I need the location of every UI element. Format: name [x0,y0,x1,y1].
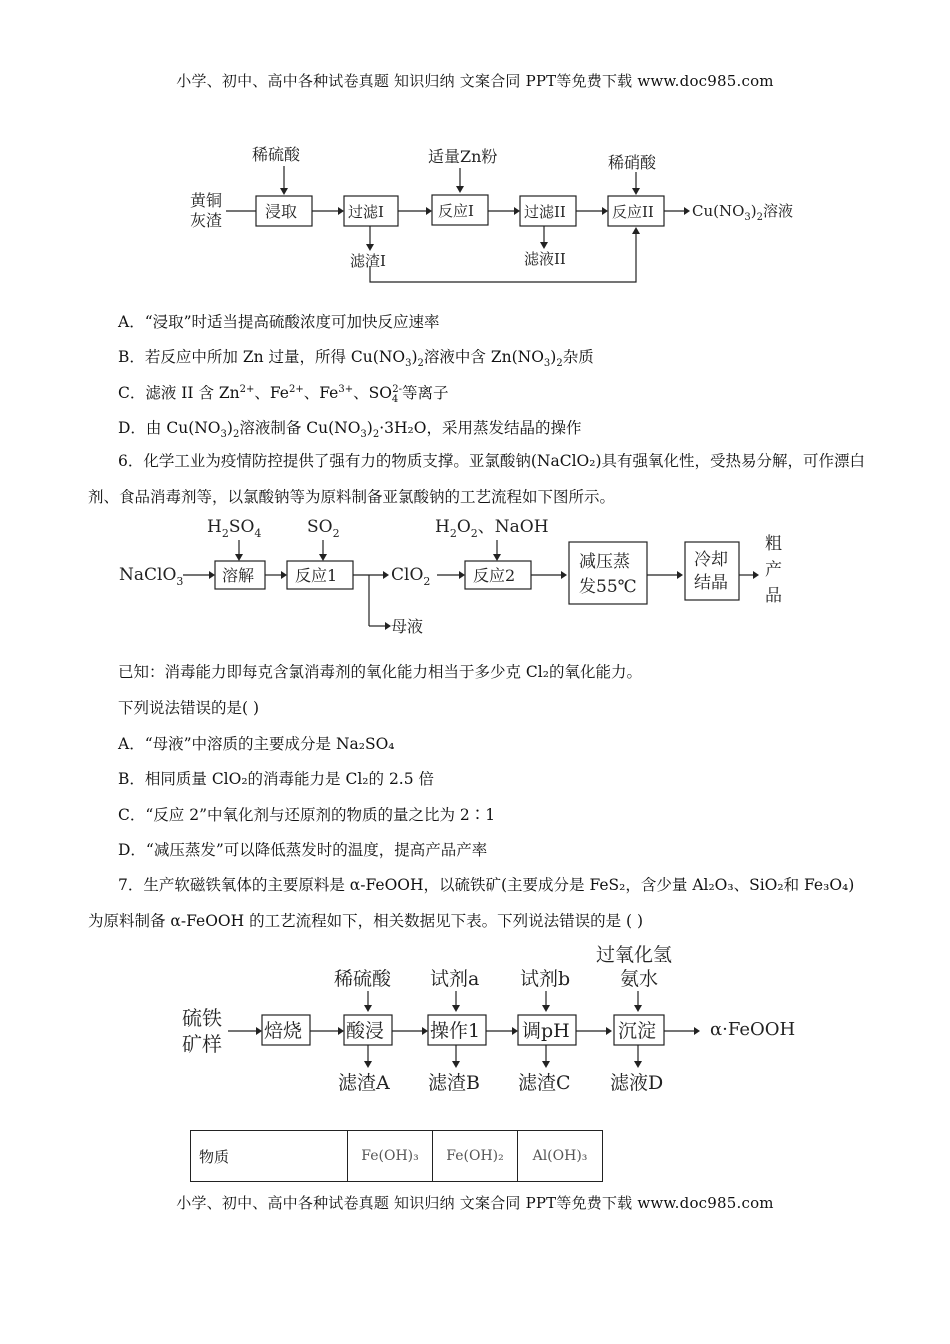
arrowhead [209,571,215,579]
flow1-step4: 过滤II [524,203,566,221]
q6-option-a: A．“母液”中溶质的主要成分是 Na₂SO₄ [118,735,395,753]
flow3-input-l2: 矿样 [182,1032,222,1056]
arrowhead [632,227,640,234]
arrowhead [602,207,608,215]
flow3-input-l1: 硫铁 [182,1006,222,1030]
flow1-step3: 反应I [438,202,474,220]
q5-option-a: A．“浸取”时适当提高硫酸浓度可加快反应速率 [118,313,440,331]
flow3-r5a: 过氧化氢 [596,944,673,966]
arrowhead [561,571,567,579]
flow1-input-l2: 灰渣 [190,211,223,230]
arrowhead [426,207,432,215]
flow2-out-3: 品 [765,586,782,606]
arrowhead [459,571,465,579]
arrowhead [452,1005,460,1012]
flow3-w4: 滤渣C [518,1072,571,1094]
flow2-step4a: 减压蒸 [579,552,630,572]
arrowhead [634,1061,642,1068]
arrowhead [694,1027,700,1035]
arrowhead [684,207,690,215]
arrowhead [540,242,548,249]
flow2-step2: 反应1 [295,566,338,585]
flow2-out-2: 产 [765,560,782,580]
arrowhead [383,571,389,579]
flow2-step5b: 结晶 [694,573,728,593]
flow2-step3: 反应2 [473,566,516,585]
flow2-step1: 溶解 [222,566,255,585]
flow1-reagent3: 稀硝酸 [608,153,657,172]
flow1-product: $Cu(NO_3)_2$溶液 [692,202,794,223]
q6-ask: 下列说法错误的是( ) [118,699,260,717]
flow1-reagent1: 稀硫酸 [252,145,301,164]
table-col-feoh3: Fe(OH)₃ [348,1131,433,1182]
flow3-w5: 滤液D [610,1072,664,1094]
flow2-out-1: 粗 [765,534,782,554]
flow2-step4b: 发55℃ [579,577,637,597]
flow1-reagent2: 适量Zn粉 [428,147,498,166]
flow2-step5a: 冷却 [694,550,728,570]
flow3-w3: 滤渣B [428,1072,480,1094]
data-table [190,1130,603,1182]
flow3-s4: 调pH [522,1020,570,1042]
arrowhead [422,1027,428,1035]
arrowhead [753,571,759,579]
page-footer: 小学、初中、高中各种试卷真题 知识归纳 文案合同 PPT等免费下载 www.doc985.com [176,1194,774,1212]
recycle-line [370,232,636,282]
flow3-r4: 试剂b [520,968,571,990]
table-row [191,1131,603,1182]
flow3-product: α·FeOOH [710,1019,796,1040]
flow1-step1: 浸取 [265,202,298,221]
arrowhead [280,188,288,195]
arrowhead [235,554,243,561]
q6-known: 已知：消毒能力即每克含氯消毒剂的氧化能力相当于多少克 Cl₂的氧化能力。 [118,663,642,681]
q6-option-c: C．“反应 2”中氧化剂与还原剂的物质的量之比为 2∶1 [118,806,496,824]
arrowhead [634,1005,642,1012]
flow3-s2: 酸浸 [346,1020,385,1042]
flow3-s5: 沉淀 [618,1020,657,1042]
arrowhead [493,554,501,561]
q6-option-b: B．相同质量 ClO₂的消毒能力是 Cl₂的 2.5 倍 [118,770,435,788]
flow2-mother: 母液 [391,617,424,636]
flow-diagram-naclo2 [115,512,815,647]
arrowhead [281,571,287,579]
flow3-r2: 稀硫酸 [334,968,392,990]
q7-stem: 7．生产软磁铁氧体的主要原料是 α-FeOOH，以硫铁矿(主要成分是 FeS₂，含少量 Al₂O₃、SiO₂和 Fe₃O₄)为原料制备 α-FeOOH 的工艺流程如下，相关数据见下表。下列说法错误的是 ( ) [88,876,855,930]
q5-option-d: D．由 $Cu(NO_3)_2$溶液制备 $Cu(NO_3)_2\cdot 3H_2O$，采用蒸发结晶的操作 [118,419,582,441]
arrowhead [452,1061,460,1068]
arrowhead [338,207,344,215]
arrowhead [256,1027,262,1035]
arrowhead [456,186,464,193]
arrowhead [319,554,327,561]
flow1-step2: 过滤I [348,203,384,221]
flow1-residue1: 滤渣I [350,252,386,270]
arrowhead [632,188,640,195]
arrowhead [364,1005,372,1012]
flow2-reagent3: $H_2O_2$、NaOH [435,517,549,540]
flow2-input: NaClO$_3$ [119,565,184,588]
q6-stem: 6．化学工业为疫情防控提供了强有力的物质支撑。亚氯酸钠(NaClO₂)具有强氧化性，受热易分解，可作漂白剂、食品消毒剂等，以氯酸钠等为原料制备亚氯酸钠的工艺流程如下图所示。 [88,452,866,506]
q5-option-c: C．滤液 II 含 $Zn^{2+}$、$Fe^{2+}$、$Fe^{3+}$、$SO_4^{2-}$等离子 [118,383,449,406]
page-header: 小学、初中、高中各种试卷真题 知识归纳 文案合同 PPT等免费下载 www.doc985.com [176,72,774,90]
table-header-cell: 物质 [191,1131,348,1182]
flow3-s3: 操作1 [430,1020,481,1042]
flow3-r3: 试剂a [430,968,480,990]
flow2-so2: $SO_2$ [307,517,340,540]
flow3-w2: 滤渣A [338,1072,390,1094]
flow1-input-l1: 黄铜 [190,191,223,210]
arrowhead [542,1061,550,1068]
arrowhead [606,1027,612,1035]
arrowhead [542,1005,550,1012]
arrowhead [514,207,520,215]
q5-option-b: B．若反应中所加 Zn 过量，所得 $Cu(NO_3)_2$溶液中含 $Zn(NO_3)_2$杂质 [118,348,594,370]
flow3-s1: 焙烧 [264,1020,303,1042]
flow-diagram-feooh [178,935,818,1110]
arrowhead [366,244,374,251]
arrowhead [677,571,683,579]
arrowhead [364,1061,372,1068]
q6-option-d: D．“减压蒸发”可以降低蒸发时的温度，提高产品产率 [118,841,488,859]
arrowhead [338,1027,344,1035]
flow3-r5b: 氨水 [620,968,659,990]
table-col-aloh3: Al(OH)₃ [518,1131,603,1182]
flow2-reagent1: $H_2SO_4$ [207,517,262,540]
arrowhead [512,1027,518,1035]
table-col-feoh2: Fe(OH)₂ [433,1131,518,1182]
flow-diagram-brass [180,140,820,290]
flow1-filtrate2: 滤液II [524,250,566,268]
flow1-step5: 反应II [612,203,654,221]
flow2-clo2: ClO$_2$ [391,565,431,588]
